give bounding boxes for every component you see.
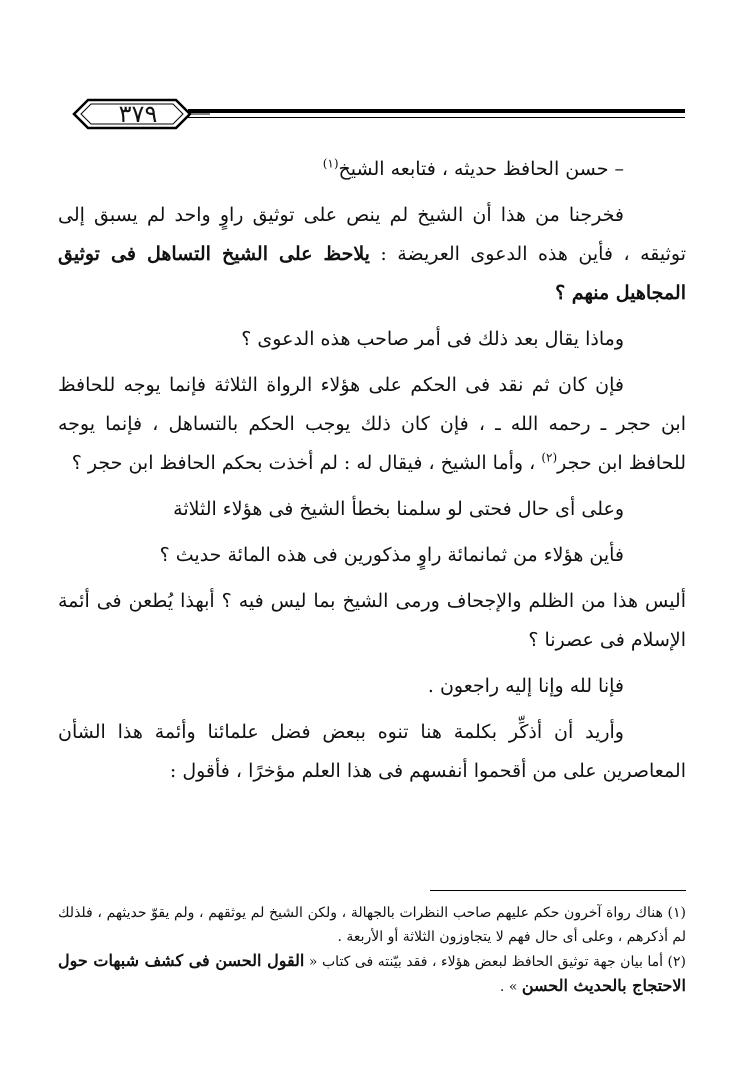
paragraph-7: أليس هذا من الظلم والإجحاف ورمى الشيخ بما ليس فيه ؟ أبهذا يُطعن فى أئمة الإسلام فى عصرنا ؟ xyxy=(58,590,686,651)
paragraph-1: – حسن الحافظ حديثه ، فتابعه الشيخ$^{(١)}$ xyxy=(322,156,624,180)
header-rule-thin xyxy=(188,117,685,118)
page-header xyxy=(70,92,685,136)
header-rule-thick xyxy=(188,109,685,113)
paragraph-9: وأريد أن أذكِّر بكلمة هنا تنوه ببعض فضل علمائنا وأئمة هذا الشأن المعاصرين على من أقحموا أنفسهم فى هذا العلم مؤخرًا ، فأقول : xyxy=(58,721,686,782)
paragraph-5: وعلى أى حال فحتى لو سلمنا بخطأ الشيخ فى هؤلاء الثلاثة xyxy=(173,498,624,520)
paragraph-2: فخرجنا من هذا أن الشيخ لم ينص على توثيق راوٍ واحد لم يسبق إلى توثيقه ، فأين هذه الدعوى العريضة : يلاحظ على الشيخ التساهل فى توثيق المجاهيل منهم ؟ xyxy=(58,204,686,304)
paragraph-6: فأين هؤلاء من ثمانمائة راوٍ مذكورين فى هذه المائة حديث ؟ xyxy=(159,544,624,566)
footnote-1: (١) هناك رواة آخرون حكم عليهم صاحب النظرات بالجهالة ، ولكن الشيخ لم يوثقهم ، ولم يقوّ حديثهم ، فلذلك لم أذكرهم ، وعلى أى حال فهم لا يتجاوزون الثلاثة أو الأربعة . xyxy=(58,905,686,945)
paragraph-3: وماذا يقال بعد ذلك فى أمر صاحب هذه الدعوى ؟ xyxy=(241,328,624,350)
book-title: القول الحسن فى كشف شبهات حول الاحتجاج بالحديث الحسن xyxy=(58,951,686,995)
paragraph-8: فإنا لله وإنا إليه راجعون . xyxy=(427,675,624,697)
main-text xyxy=(58,150,686,798)
paragraph-4: فإن كان ثم نقد فى الحكم على هؤلاء الرواة الثلاثة فإنما يوجه للحافظ ابن حجر ـ رحمه الله ـ ، فإن كان ذلك يوجب الحكم بالتساهل ، فإنما يوجه للحافظ ابن حجر$^{(٢)}$ ، وأما الشيخ ، فيقال له : لم أخذت بحكم الحافظ ابن حجر ؟ xyxy=(58,374,686,474)
page-number: ٣٧٩ xyxy=(118,100,158,128)
footnote-ref-1: (١) xyxy=(322,156,339,171)
emphasized-quote: يلاحظ على الشيخ التساهل فى توثيق المجاهيل منهم ؟ xyxy=(58,243,686,304)
footnote-separator xyxy=(430,890,686,891)
footnote-2: (٢) أما بيان جهة توثيق الحافظ لبعض هؤلاء ، فقد بيّنته فى كتاب « القول الحسن فى كشف شبهات حول الاحتجاج بالحديث الحسن » . xyxy=(58,951,687,995)
footnote-ref-2: (٢) xyxy=(541,450,558,465)
footnotes xyxy=(58,901,686,999)
